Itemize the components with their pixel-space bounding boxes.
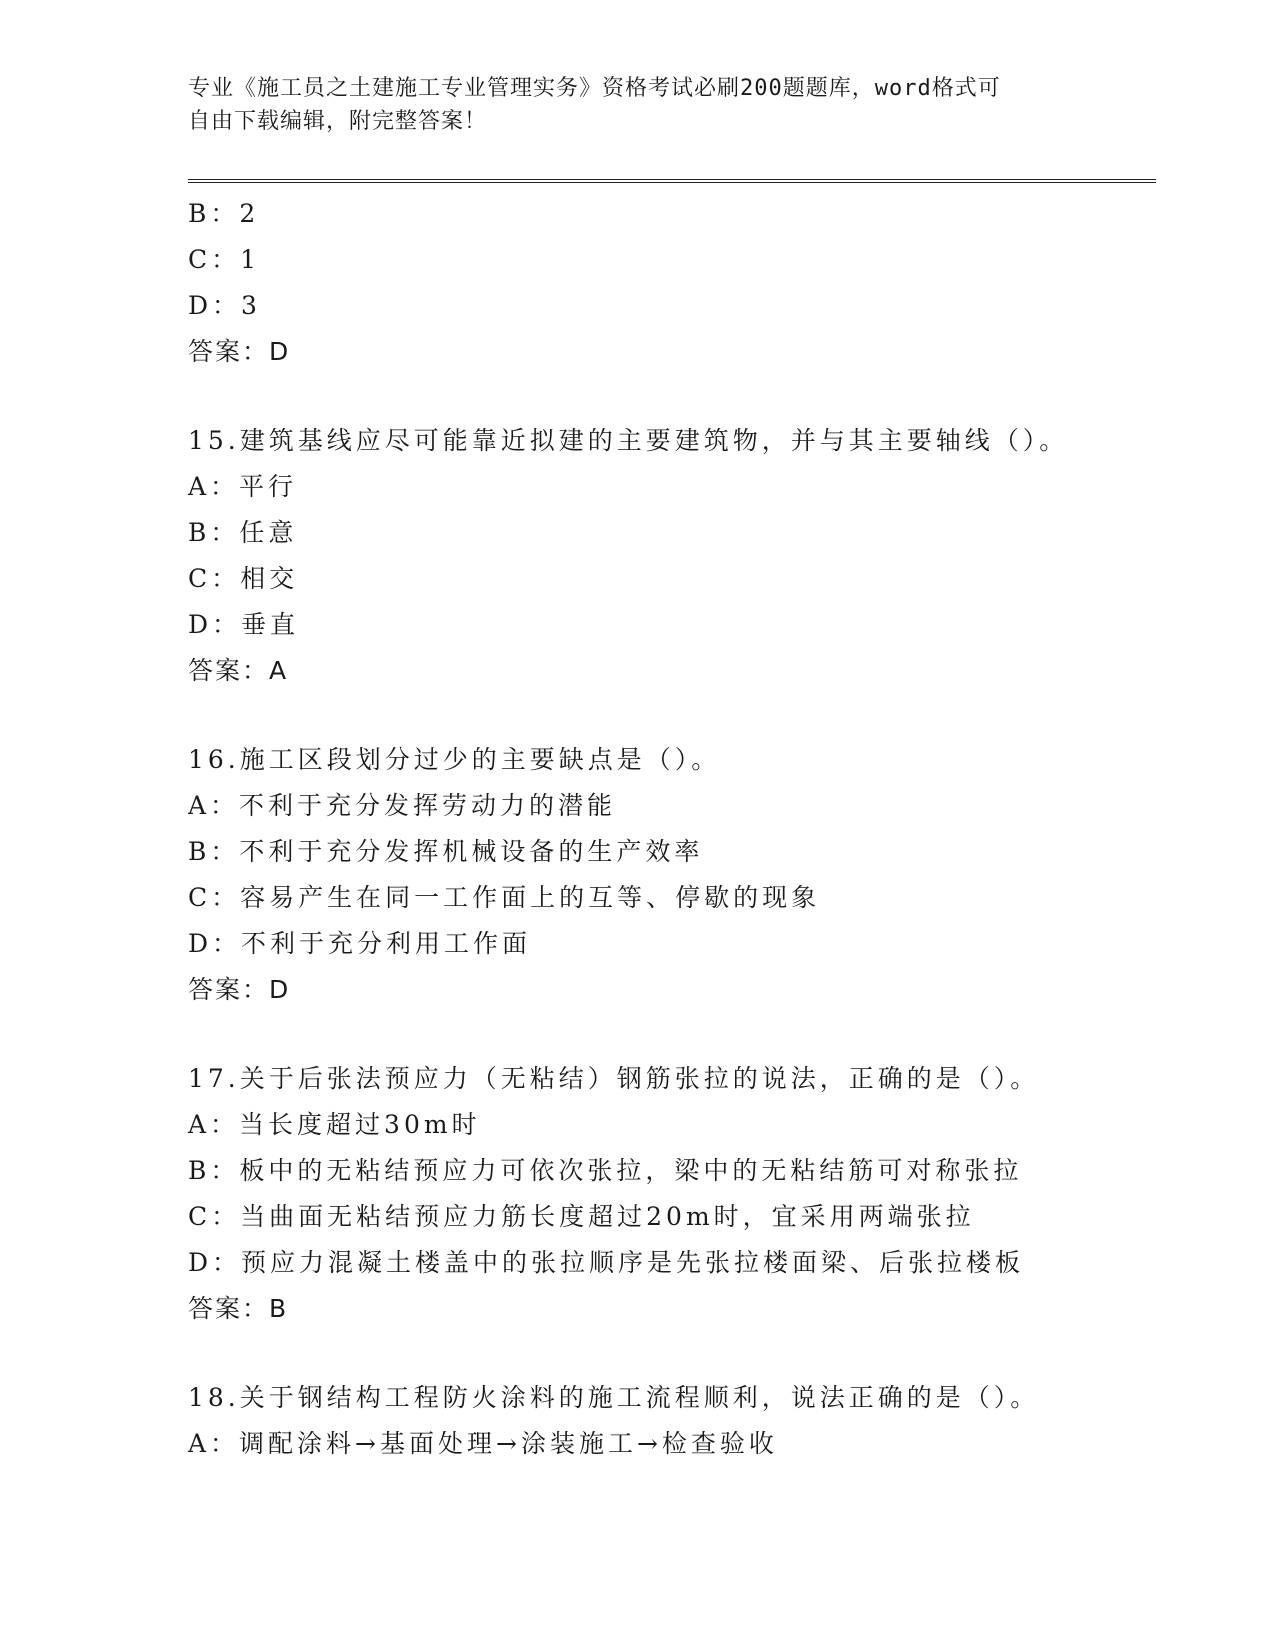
header-line-1: 专业《施工员之土建施工专业管理实务》资格考试必刷200题题库，word格式可 xyxy=(188,76,1001,101)
question-stem: 18.关于钢结构工程防火涂料的施工流程顺利，说法正确的是（）。 xyxy=(188,1383,1040,1412)
option-c: C：相交 xyxy=(188,564,299,593)
answer-line: 答案：A xyxy=(188,656,289,685)
question-stem: 16.施工区段划分过少的主要缺点是（）。 xyxy=(188,745,721,774)
option-a: A：平行 xyxy=(188,472,298,501)
question-17 xyxy=(188,1056,1148,1332)
option-b: B：不利于充分发挥机械设备的生产效率 xyxy=(188,837,704,866)
question-list xyxy=(188,191,1148,1467)
option-c: C：容易产生在同一工作面上的互等、停歇的现象 xyxy=(188,883,821,912)
option-d: D：不利于充分利用工作面 xyxy=(188,929,532,958)
option-c: C：当曲面无粘结预应力筋长度超过20m时，宜采用两端张拉 xyxy=(188,1202,975,1231)
answer-line: 答案：D xyxy=(188,975,291,1004)
option-b: B：任意 xyxy=(188,518,298,547)
header-line-2: 自由下载编辑，附完整答案！ xyxy=(188,109,488,134)
option-d: D：预应力混凝土楼盖中的张拉顺序是先张拉楼面梁、后张拉楼板 xyxy=(188,1248,1025,1277)
option-a: A：当长度超过30m时 xyxy=(188,1110,481,1139)
document-header xyxy=(188,72,1088,138)
option-a: A：不利于充分发挥劳动力的潜能 xyxy=(188,791,617,820)
question-15 xyxy=(188,418,1148,694)
header-divider xyxy=(188,179,1156,183)
question-stem: 17.关于后张法预应力（无粘结）钢筋张拉的说法，正确的是（）。 xyxy=(188,1064,1040,1093)
option-d: D：垂直 xyxy=(188,610,300,639)
option-c: C：1 xyxy=(188,245,261,274)
option-a: A：调配涂料→基面处理→涂装施工→检查验收 xyxy=(188,1429,778,1458)
question-stem: 15.建筑基线应尽可能靠近拟建的主要建筑物，并与其主要轴线（）。 xyxy=(188,426,1069,455)
option-b: B：板中的无粘结预应力可依次张拉，梁中的无粘结筋可对称张拉 xyxy=(188,1156,1023,1185)
question-18 xyxy=(188,1375,1148,1467)
option-b: B：2 xyxy=(188,199,260,228)
option-d: D：3 xyxy=(188,291,261,320)
question-16 xyxy=(188,737,1148,1013)
question-14-continued xyxy=(188,191,1148,375)
answer-line: 答案：B xyxy=(188,1294,289,1323)
answer-line: 答案：D xyxy=(188,337,291,366)
